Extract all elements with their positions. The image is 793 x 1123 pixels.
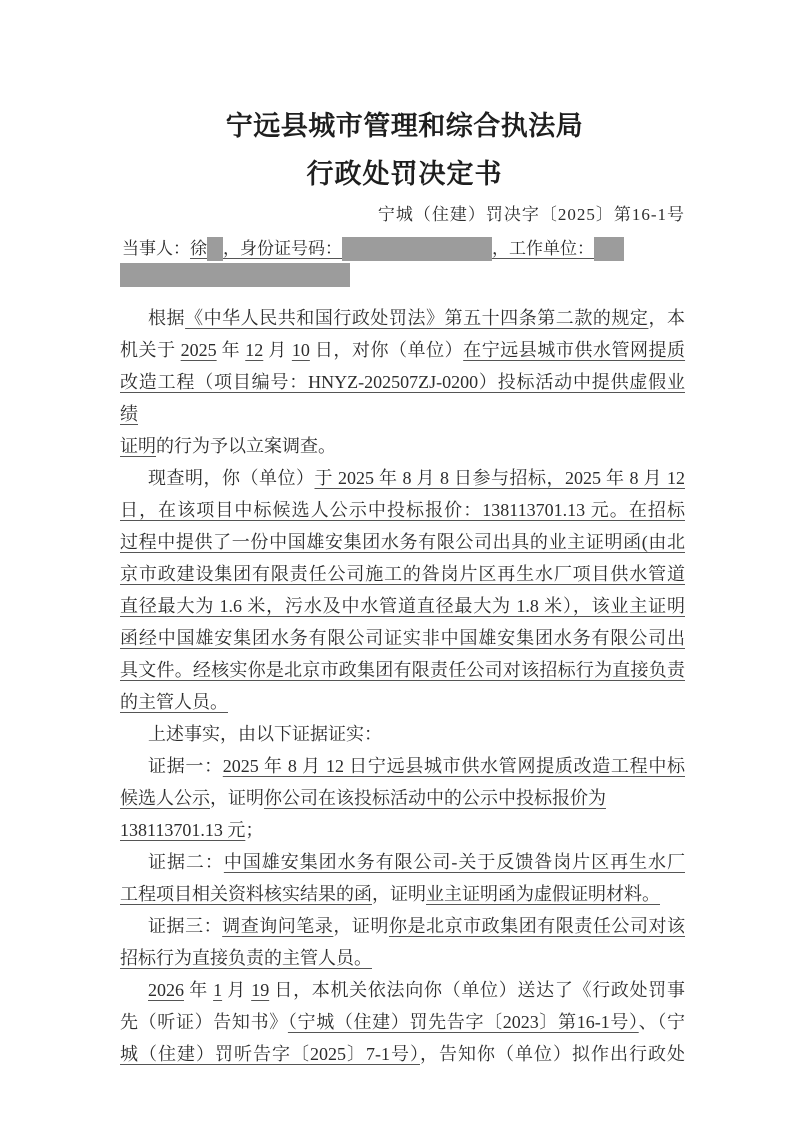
text-line: [120, 846, 685, 878]
underlined-text: 在宁远县城市供水管网提质: [463, 340, 686, 360]
underlined-text: 函经中国雄安集团水务有限公司证实非中国雄安集团水务有限公司出: [120, 628, 685, 648]
text-segment: ，告知你（单位）拟作出行政处: [420, 1044, 685, 1064]
underlined-text: 2025 年 8 月 12 日宁远县城市供水管网提质改造工程中标: [222, 756, 686, 776]
text-segment: 年: [184, 980, 214, 1000]
underlined-text: 19: [251, 980, 270, 1000]
text-line: [120, 334, 685, 366]
party-label: 当事人：: [122, 239, 190, 258]
text-segment: 根据: [148, 308, 186, 328]
text-line: [120, 942, 685, 974]
work-unit-label: ，工作单位：: [492, 239, 594, 258]
underlined-text: 京市政建设集团有限责任公司施工的昝岗片区再生水厂项目供水管道: [120, 564, 685, 584]
document-title: 行政处罚决定书: [306, 159, 503, 189]
text-line: [120, 750, 685, 782]
underlined-text: 日，在该项目中标候选人公示中投标报价：138113701.13 元。在招标: [120, 500, 685, 520]
text-segment: 机关于: [120, 340, 181, 360]
text-line: [120, 430, 685, 462]
underlined-text: 138113701.13 元: [120, 820, 246, 840]
text-line: [120, 974, 685, 1006]
underlined-text: 过程中提供了一份中国雄安集团水务有限公司出具的业主证明函(由北: [120, 532, 685, 552]
underlined-text: 你公司在该投标活动中的公示中投标报价为: [264, 788, 606, 808]
text-line: [120, 302, 685, 334]
underlined-text: 的主管人员。: [120, 692, 228, 712]
text-segment: 证据三：: [148, 916, 223, 936]
text-segment: 的行为予以立案调查。: [156, 436, 336, 456]
underlined-text: 调查询问笔录: [222, 916, 334, 936]
text-line: [120, 1038, 685, 1070]
text-line: [120, 622, 685, 654]
text-line: [120, 686, 685, 718]
underlined-text: 招标行为直接负责的主管人员。: [120, 948, 372, 968]
underlined-text: 候选人公示: [120, 788, 210, 808]
redacted-id-number: [342, 237, 492, 261]
underlined-text: 于 2025 年 8 月 8 日参与招标，2025 年 8 月 12: [314, 468, 685, 488]
text-line: [120, 590, 685, 622]
text-line: [120, 366, 685, 430]
underlined-text: 1: [213, 980, 223, 1000]
text-segment: 现查明，你（单位）: [148, 468, 315, 488]
underlined-text: 2025: [180, 340, 217, 360]
text-line: [120, 494, 685, 526]
underlined-text: 直径最大为 1.6 米，污水及中水管道直径最大为 1.8 米），该业主证明: [120, 596, 685, 616]
underlined-text: 城（住建）罚听告字〔2025〕7-1号）: [120, 1044, 420, 1064]
text-segment: ，证明: [210, 788, 264, 808]
text-line: [120, 782, 685, 814]
underlined-text: 证明: [120, 436, 156, 456]
redacted-work-unit: [594, 237, 624, 261]
underlined-text: 改造工程（项目编号：HNYZ-202507ZJ-0200）投标活动中提供虚假业绩: [120, 372, 685, 424]
text-line: [120, 910, 685, 942]
document-body: [120, 302, 685, 1070]
underlined-text: 工程项目相关资料核实结果的函: [120, 884, 372, 904]
text-segment: 上述事实，由以下证据证实：: [148, 724, 382, 744]
text-line: [120, 526, 685, 558]
redacted-work-unit-continued: [120, 263, 350, 287]
text-segment: 日，本机关依法向你（单位）送达了《行政处罚事: [269, 980, 686, 1000]
text-line: [120, 718, 685, 750]
underlined-text: 10: [291, 340, 310, 360]
text-segment: 证据二：: [148, 852, 224, 872]
underlined-text: （宁城（住建）罚先告字〔2023〕第16-1号）: [287, 1012, 639, 1032]
text-segment: 日，对你（单位）: [309, 340, 464, 360]
underlined-text: 具文件。经核实你是北京市政集团有限责任公司对该招标行为直接负责: [120, 660, 685, 680]
underlined-text: 2026: [148, 980, 184, 1000]
underlined-text: 12: [245, 340, 264, 360]
text-segment: 证据一：: [148, 756, 223, 776]
text-line: [120, 814, 685, 846]
underlined-text: 《中华人民共和国行政处罚法》第五十四条第二款的规定: [185, 308, 649, 328]
redacted-name: [207, 237, 223, 261]
underlined-text: 你是北京市政集团有限责任公司对该: [388, 916, 686, 936]
text-segment: ；: [245, 820, 264, 840]
text-segment: ，证明: [372, 884, 426, 904]
text-line: [120, 462, 685, 494]
text-segment: ，证明: [333, 916, 389, 936]
text-line: [120, 1006, 685, 1038]
party-info: [122, 236, 687, 288]
text-segment: 月: [222, 980, 252, 1000]
text-line: [120, 878, 685, 910]
document-issuer-title: 宁远县城市管理和综合执法局: [225, 111, 584, 141]
text-segment: 先（听证）告知书》: [120, 1012, 288, 1032]
text-segment: 年: [216, 340, 246, 360]
text-segment: ，本: [648, 308, 686, 328]
text-line: [120, 654, 685, 686]
party-surname: 徐: [190, 239, 207, 258]
underlined-text: 业主证明函为虚假证明材料。: [426, 884, 660, 904]
id-label: ，身份证号码：: [223, 239, 342, 258]
document-number: 宁城（住建）罚决字〔2025〕第16-1号: [377, 205, 685, 224]
underlined-text: 中国雄安集团水务有限公司-关于反馈昝岗片区再生水厂: [223, 852, 685, 872]
text-line: [120, 558, 685, 590]
text-segment: 、（宁: [638, 1012, 686, 1032]
text-segment: 月: [263, 340, 292, 360]
